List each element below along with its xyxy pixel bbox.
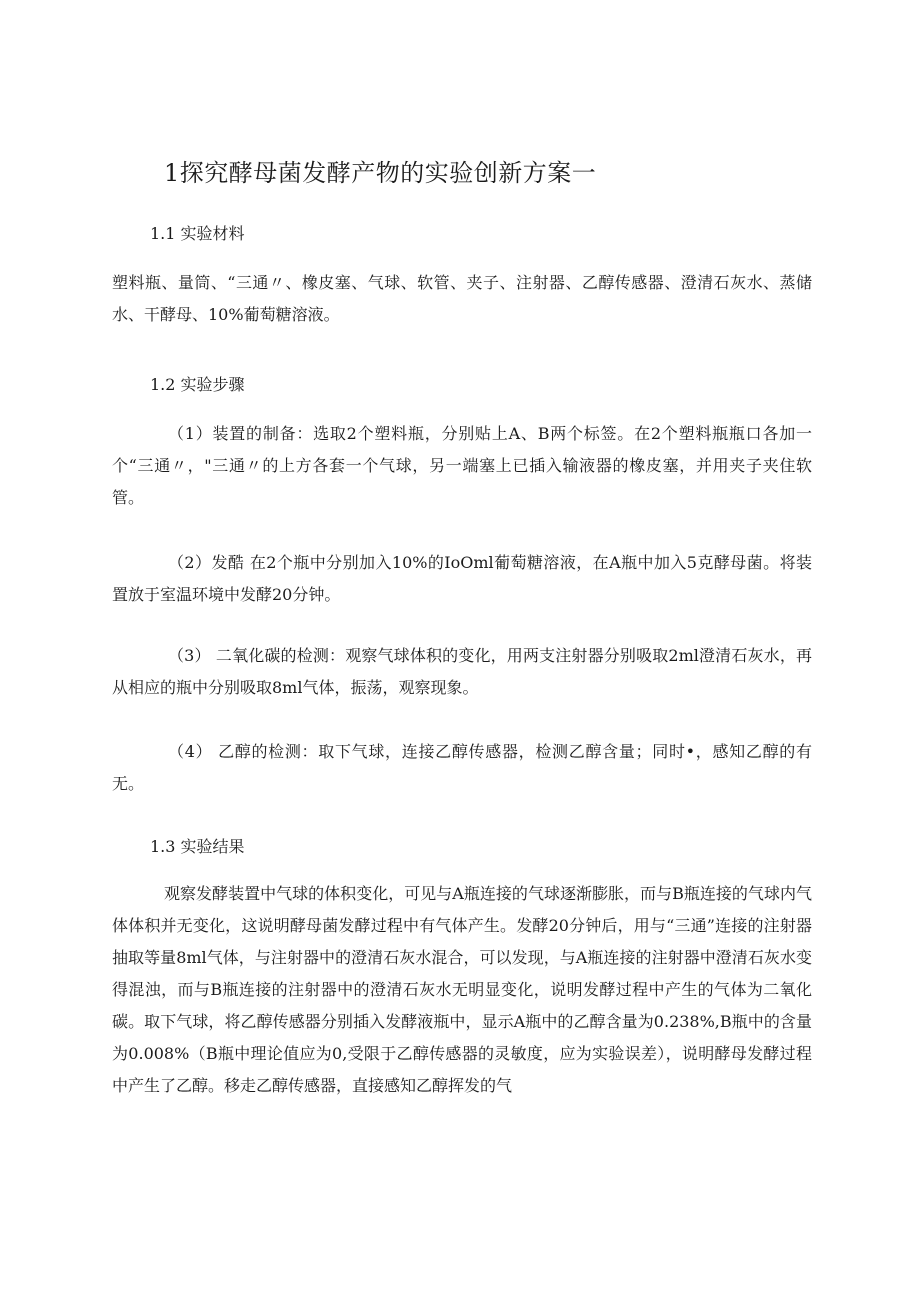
document-title: 1探究酵母菌发酵产物的实验创新方案一	[164, 159, 597, 187]
paragraph-materials: 塑料瓶、量筒、“三通〃、橡皮塞、气球、软管、夹子、注射器、乙醇传感器、澄清石灰水、蒸储水、干酵母、10%葡萄糖溶液。	[112, 273, 812, 324]
section-heading-results: 1.3 实验结果	[150, 837, 245, 856]
paragraph-results: 观察发酵装置中气球的体积变化，可见与A瓶连接的气球逐渐膨胀，而与B瓶连接的气球内气体体积并无变化，这说明酵母菌发酵过程中有气体产生。发酵20分钟后，用与“三通”连接的注射器抽取等量8ml气体，与注射器中的澄清石灰水混合，可以发现，与A瓶连接的注射器中澄清石灰水变得混浊，而与B瓶连接的注射器中的澄清石灰水无明显变化，说明发酵过程中产生的气体为二氧化碳。取下气球，将乙醇传感器分别插入发酵液瓶中，显示A瓶中的乙醇含量为0.238%,B瓶中的含量为0.008%（B瓶中理论值应为0,受限于乙醇传感器的灵敏度，应为实验误差），说明酵母发酵过程中产生了乙醇。移走乙醇传感器，直接感知乙醇挥发的气	[112, 884, 812, 1095]
section-heading-steps: 1.2 实验步骤	[150, 375, 245, 394]
paragraph-step-3: （3） 二氧化碳的检测：观察气球体积的变化，用两支注射器分别吸取2ml澄清石灰水，再从相应的瓶中分别吸取8ml气体，振荡，观察现象。	[112, 646, 812, 697]
section-heading-materials: 1.1 实验材料	[150, 224, 245, 243]
paragraph-step-2: （2）发酷 在2个瓶中分别加入10%的IoOml葡萄糖溶液，在A瓶中加入5克酵母菌。将装置放于室温环境中发酵20分钟。	[112, 553, 812, 604]
paragraph-step-4: （4） 乙醇的检测：取下气球，连接乙醇传感器，检测乙醇含量；同时•，感知乙醇的有无。	[112, 742, 812, 793]
paragraph-step-1: （1）装置的制备：选取2个塑料瓶，分别贴上A、B两个标签。在2个塑料瓶瓶口各加一个“三通〃，"三通〃的上方各套一个气球，另一端塞上已插入输液器的橡皮塞，并用夹子夹住软管。	[112, 424, 812, 507]
